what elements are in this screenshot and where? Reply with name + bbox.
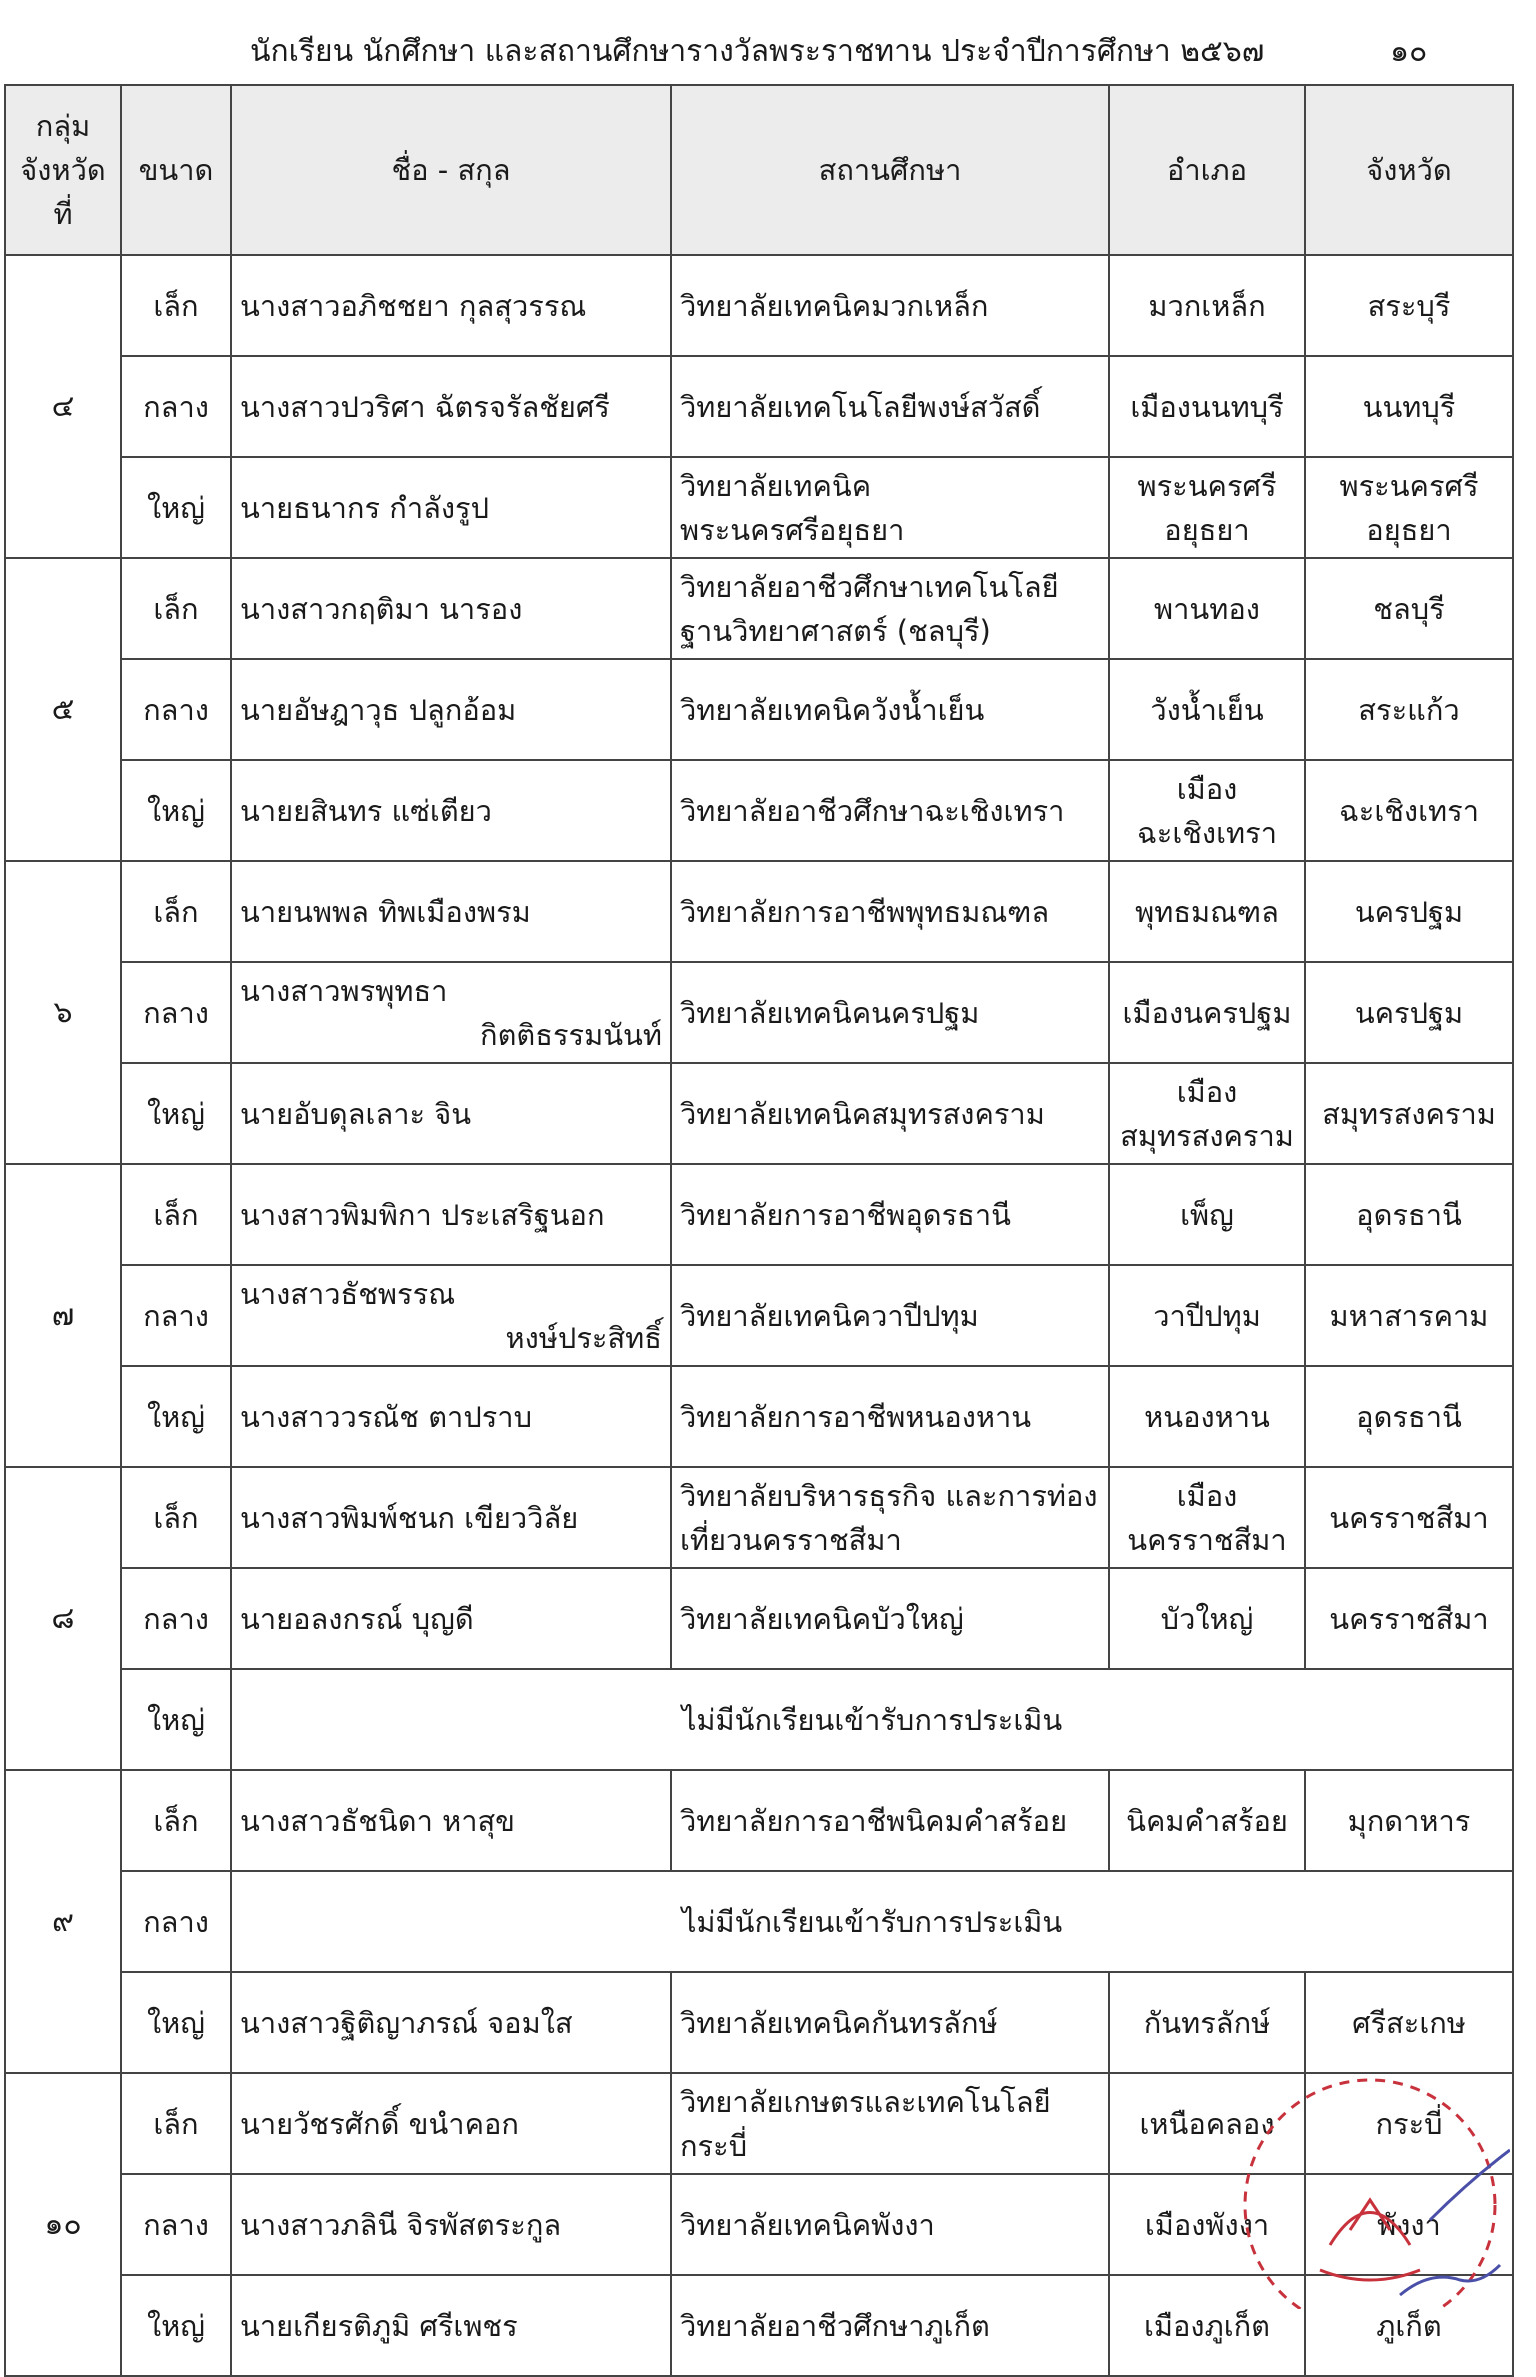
institution-cell: วิทยาลัยการอาชีพพุทธมณฑล — [671, 861, 1109, 962]
table-row — [5, 861, 1513, 962]
header-institution: สถานศึกษา — [671, 85, 1109, 255]
size-cell: กลาง — [121, 356, 231, 457]
institution-cell: วิทยาลัยอาชีวศึกษาภูเก็ต — [671, 2275, 1109, 2376]
size-cell: เล็ก — [121, 861, 231, 962]
group-number-cell: ๑๐ — [5, 2073, 121, 2376]
district-cell: เมืองนครปฐม — [1109, 962, 1305, 1063]
table-header-row — [5, 85, 1513, 255]
group-number-cell: ๘ — [5, 1467, 121, 1770]
size-cell: เล็ก — [121, 2073, 231, 2174]
province-cell: ศรีสะเกษ — [1305, 1972, 1513, 2073]
size-cell: ใหญ่ — [121, 1972, 231, 2073]
name-cell: นางสาวพิมพ์ชนก เขียววิลัย — [231, 1467, 671, 1568]
table-row — [5, 356, 1513, 457]
header-province: จังหวัด — [1305, 85, 1513, 255]
name-cell — [231, 1265, 671, 1366]
province-cell: ฉะเชิงเทรา — [1305, 760, 1513, 861]
province-cell: มุกดาหาร — [1305, 1770, 1513, 1871]
province-cell: นครปฐม — [1305, 861, 1513, 962]
size-cell: ใหญ่ — [121, 760, 231, 861]
district-cell: เพ็ญ — [1109, 1164, 1305, 1265]
table-row — [5, 659, 1513, 760]
name-cell: นางสาวธัชนิดา หาสุข — [231, 1770, 671, 1871]
province-cell: อุดรธานี — [1305, 1366, 1513, 1467]
size-cell: ใหญ่ — [121, 1063, 231, 1164]
name-cell: นางสาวอภิชชยา กุลสุวรรณ — [231, 255, 671, 356]
province-cell: นครราชสีมา — [1305, 1568, 1513, 1669]
name-cell: นางสาวพิมพิกา ประเสริฐนอก — [231, 1164, 671, 1265]
province-cell: ภูเก็ต — [1305, 2275, 1513, 2376]
size-cell: เล็ก — [121, 558, 231, 659]
garuda-seal-icon — [1210, 2030, 1510, 2309]
district-cell: กันทรลักษ์ — [1109, 1972, 1305, 2073]
table-row — [5, 1265, 1513, 1366]
size-cell: เล็ก — [121, 1467, 231, 1568]
no-applicant-cell: ไม่มีนักเรียนเข้ารับการประเมิน — [231, 1871, 1513, 1972]
institution-cell: วิทยาลัยเทคนิคมวกเหล็ก — [671, 255, 1109, 356]
name-cell: นางสาววรณัช ตาปราบ — [231, 1366, 671, 1467]
district-cell: เมือง นครราชสีมา — [1109, 1467, 1305, 1568]
size-cell: เล็ก — [121, 1770, 231, 1871]
institution-cell: วิทยาลัยเกษตรและเทคโนโลยี กระบี่ — [671, 2073, 1109, 2174]
district-cell: วังน้ำเย็น — [1109, 659, 1305, 760]
institution-cell: วิทยาลัยเทคนิควาปีปทุม — [671, 1265, 1109, 1366]
institution-cell: วิทยาลัยการอาชีพนิคมคำสร้อย — [671, 1770, 1109, 1871]
institution-cell: วิทยาลัยเทคนิคบัวใหญ่ — [671, 1568, 1109, 1669]
group-number-cell: ๔ — [5, 255, 121, 558]
table-row — [5, 1063, 1513, 1164]
size-cell: กลาง — [121, 962, 231, 1063]
name-cell: นายอลงกรณ์ บุญดี — [231, 1568, 671, 1669]
name-line-1: นางสาวพรพุทธา — [240, 973, 448, 1008]
district-cell: พระนครศรี อยุธยา — [1109, 457, 1305, 558]
group-number-cell: ๖ — [5, 861, 121, 1164]
size-cell: กลาง — [121, 1871, 231, 1972]
size-cell: ใหญ่ — [121, 1366, 231, 1467]
table-row — [5, 1871, 1513, 1972]
province-cell: ชลบุรี — [1305, 558, 1513, 659]
header-size: ขนาด — [121, 85, 231, 255]
name-cell: นางสาวปวริศา ฉัตรจรัลชัยศรี — [231, 356, 671, 457]
size-cell: กลาง — [121, 1265, 231, 1366]
district-cell: บัวใหญ่ — [1109, 1568, 1305, 1669]
district-cell: เมือง สมุทรสงคราม — [1109, 1063, 1305, 1164]
size-cell: เล็ก — [121, 255, 231, 356]
table-row — [5, 1164, 1513, 1265]
institution-cell: วิทยาลัยเทคนิคนครปฐม — [671, 962, 1109, 1063]
province-cell: กระบี่ — [1305, 2073, 1513, 2174]
district-cell: เมือง ฉะเชิงเทรา — [1109, 760, 1305, 861]
table-row — [5, 962, 1513, 1063]
no-applicant-cell: ไม่มีนักเรียนเข้ารับการประเมิน — [231, 1669, 1513, 1770]
table-row — [5, 457, 1513, 558]
table-row — [5, 1669, 1513, 1770]
institution-cell: วิทยาลัยการอาชีพหนองหาน — [671, 1366, 1109, 1467]
table-row — [5, 1467, 1513, 1568]
province-cell: พระนครศรี อยุธยา — [1305, 457, 1513, 558]
institution-cell: วิทยาลัยเทคนิคกันทรลักษ์ — [671, 1972, 1109, 2073]
name-cell: นายอับดุลเลาะ จิน — [231, 1063, 671, 1164]
district-cell: เมืองพังงา — [1109, 2174, 1305, 2275]
district-cell: หนองหาน — [1109, 1366, 1305, 1467]
size-cell: ใหญ่ — [121, 457, 231, 558]
name-cell: นายเกียรติภูมิ ศรีเพชร — [231, 2275, 671, 2376]
size-cell: เล็ก — [121, 1164, 231, 1265]
province-cell: นครราชสีมา — [1305, 1467, 1513, 1568]
name-line-1: นางสาวธัชพรรณ — [240, 1276, 456, 1311]
province-cell: สระแก้ว — [1305, 659, 1513, 760]
province-cell: อุดรธานี — [1305, 1164, 1513, 1265]
table-row — [5, 760, 1513, 861]
size-cell: กลาง — [121, 1568, 231, 1669]
group-number-cell: ๕ — [5, 558, 121, 861]
size-cell: ใหญ่ — [121, 2275, 231, 2376]
institution-cell: วิทยาลัยเทคโนโลยีพงษ์สวัสดิ์ — [671, 356, 1109, 457]
group-number-cell: ๗ — [5, 1164, 121, 1467]
page-title: นักเรียน นักศึกษา และสถานศึกษารางวัลพระราชทาน ประจำปีการศึกษา ๒๕๖๗ — [250, 34, 1265, 69]
district-cell: เหนือคลอง — [1109, 2073, 1305, 2174]
district-cell: วาปีปทุม — [1109, 1265, 1305, 1366]
institution-cell: วิทยาลัยเทคนิคพังงา — [671, 2174, 1109, 2275]
table-row — [5, 1366, 1513, 1467]
district-cell: นิคมคำสร้อย — [1109, 1770, 1305, 1871]
table-row — [5, 1568, 1513, 1669]
name-cell: นายอัษฎาวุธ ปลูกอ้อม — [231, 659, 671, 760]
province-cell: พังงา — [1305, 2174, 1513, 2275]
name-cell: นายธนากร กำลังรูป — [231, 457, 671, 558]
province-cell: มหาสารคาม — [1305, 1265, 1513, 1366]
name-cell: นายวัชรศักดิ์ ขนำคอก — [231, 2073, 671, 2174]
name-line-2: กิตติธรรมนันท์ — [480, 1017, 662, 1052]
size-cell: กลาง — [121, 659, 231, 760]
page-header — [0, 0, 1536, 84]
institution-cell: วิทยาลัยเทคนิค พระนครศรีอยุธยา — [671, 457, 1109, 558]
district-cell: พุทธมณฑล — [1109, 861, 1305, 962]
name-line-2: หงษ์ประสิทธิ์ — [505, 1320, 662, 1355]
table-row — [5, 1770, 1513, 1871]
institution-cell: วิทยาลัยเทคนิควังน้ำเย็น — [671, 659, 1109, 760]
institution-cell: วิทยาลัยการอาชีพอุดรธานี — [671, 1164, 1109, 1265]
district-cell: เมืองนนทบุรี — [1109, 356, 1305, 457]
province-cell: สมุทรสงคราม — [1305, 1063, 1513, 1164]
institution-cell: วิทยาลัยบริหารธุรกิจ และการท่องเที่ยวนครราชสีมา — [671, 1467, 1109, 1568]
district-cell: มวกเหล็ก — [1109, 255, 1305, 356]
header-name: ชื่อ - สกุล — [231, 85, 671, 255]
name-cell: นายยสินทร แซ่เตียว — [231, 760, 671, 861]
institution-cell: วิทยาลัยอาชีวศึกษาฉะเชิงเทรา — [671, 760, 1109, 861]
size-cell: ใหญ่ — [121, 1669, 231, 1770]
name-cell: นางสาวฐิติญาภรณ์ จอมใส — [231, 1972, 671, 2073]
name-cell: นางสาวภลินี จิรพัสตระกูล — [231, 2174, 671, 2275]
province-cell: นครปฐม — [1305, 962, 1513, 1063]
size-cell: กลาง — [121, 2174, 231, 2275]
province-cell: สระบุรี — [1305, 255, 1513, 356]
header-district: อำเภอ — [1109, 85, 1305, 255]
name-cell: นางสาวกฤติมา นารอง — [231, 558, 671, 659]
header-group: กลุ่ม จังหวัด ที่ — [5, 85, 121, 255]
province-cell: นนทบุรี — [1305, 356, 1513, 457]
table-row — [5, 255, 1513, 356]
group-number-cell: ๙ — [5, 1770, 121, 2073]
district-cell: พานทอง — [1109, 558, 1305, 659]
page-number: ๑๐ — [1390, 34, 1428, 69]
name-cell: นายนพพล ทิพเมืองพรม — [231, 861, 671, 962]
institution-cell: วิทยาลัยเทคนิคสมุทรสงคราม — [671, 1063, 1109, 1164]
institution-cell: วิทยาลัยอาชีวศึกษาเทคโนโลยี ฐานวิทยาศาสตร์ (ชลบุรี) — [671, 558, 1109, 659]
table-row — [5, 558, 1513, 659]
district-cell: เมืองภูเก็ต — [1109, 2275, 1305, 2376]
name-cell — [231, 962, 671, 1063]
